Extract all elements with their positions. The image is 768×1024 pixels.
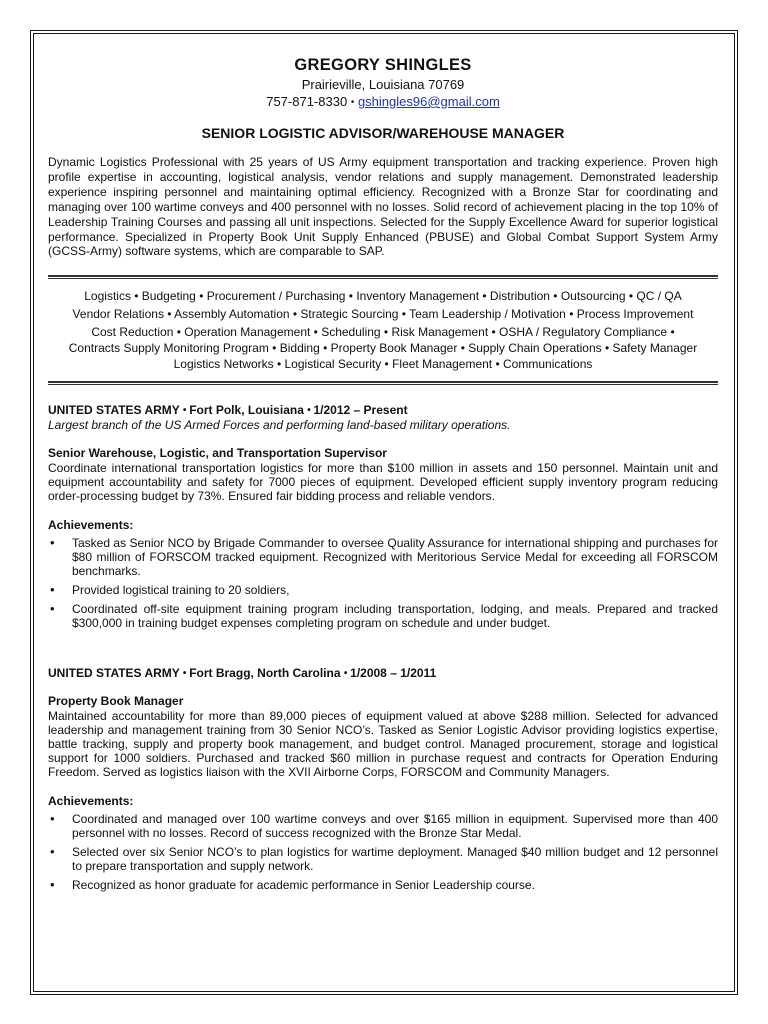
skills-line: Logistics • Budgeting • Procurement / Purchasing • Inventory Management • Distribution • Outsourcing • QC / QA — [84, 289, 682, 304]
job-title: Senior Warehouse, Logistic, and Transportation Supervisor — [48, 446, 387, 461]
achievement-item: • Recognized as honor graduate for academic performance in Senior Leadership course. — [48, 878, 718, 892]
job-employer: UNITED STATES ARMY — [48, 666, 180, 681]
achievements-heading: Achievements: — [48, 518, 134, 533]
separator-dot: • — [307, 405, 314, 417]
job-employer-line — [48, 666, 718, 680]
job-location: Fort Polk, Louisiana — [189, 403, 304, 418]
email-link[interactable]: gshingles96@gmail.com — [357, 94, 500, 109]
resume-header — [48, 56, 718, 109]
job-dates: 1/2008 – 1/2011 — [350, 666, 437, 681]
candidate-name: GREGORY SHINGLES — [294, 56, 472, 74]
contact-line — [48, 94, 718, 109]
skills-bottom-divider — [48, 381, 718, 385]
job-title: Property Book Manager — [48, 694, 184, 709]
separator-dot: • — [182, 405, 190, 417]
job-entry — [48, 666, 718, 892]
achievements-list — [48, 536, 718, 630]
skills-line: Contracts Supply Monitoring Program • Bidding • Property Book Manager • Supply Chain Operations • Safety Manager — [68, 341, 698, 356]
phone-number: 757-871-8330 — [266, 94, 348, 109]
contact-separator: • — [350, 97, 355, 108]
achievement-item: • Tasked as Senior NCO by Brigade Commander to oversee Quality Assurance for international shipping and purchases for $80 million of FORSCOM tracked equipment. Recognized with Meritorious Service Medal for exceeding all FORSCOM benchmarks. — [48, 536, 718, 578]
job-description: Coordinate international transportation logistics for more than $100 million in assets and 150 personnel. Maintain unit and equipment accountability and safety for 7000 pieces of equipment. Developed efficient supply inventory program reducing order-processing budget by 73%. Ensured fair bidding process and reliable vendors. — [48, 461, 718, 504]
job-entry — [48, 403, 718, 630]
separator-dot: • — [343, 668, 351, 680]
achievement-item: • Provided logistical training to 20 soldiers, — [48, 583, 718, 597]
job-description: Maintained accountability for more than 89,000 pieces of equipment valued at above $288 million. Selected for advanced leadership and management training from 30 Senior NCO’s. Tasked as Senior Logistic Advisor providing logistics expertise, battle tracking, supply and property book management, and budget control. Managed procurement, storage and logistical support for 1000 soldiers. Purchased and tracked $60 million in purchase request and contracts for Operation Enduring Freedom. Served as logistics liaison with the XVII Airborne Corps, FORSCOM and Community Managers. — [48, 709, 718, 780]
job-dates: 1/2012 – Present — [313, 403, 408, 418]
achievements-heading: Achievements: — [48, 794, 134, 809]
achievement-item: • Coordinated off-site equipment training program including transportation, lodging, and meals. Prepared and tracked $300,000 in training budget expenses completing program on schedule and under budget. — [48, 602, 718, 630]
achievement-item: • Selected over six Senior NCO’s to plan logistics for wartime deployment. Managed $40 million budget and 12 personnel to prepare transportation and supply network. — [48, 845, 718, 873]
achievements-list — [48, 812, 718, 892]
job-employer-line — [48, 403, 718, 417]
resume-page — [48, 56, 718, 897]
core-skills — [48, 287, 718, 373]
job-location: Fort Bragg, North Carolina — [189, 666, 341, 681]
skills-line: Logistics Networks • Logistical Security • Fleet Management • Communications — [173, 357, 593, 372]
skills-top-divider — [48, 275, 718, 279]
professional-summary: Dynamic Logistics Professional with 25 years of US Army equipment transportation and tracking experience. Proven high profile expertise in accounting, logistical analysis, vendor relations and supply management. Demonstrated leadership experience inspiring personnel and maintaining optimal efficiency. Recognized with a Bronze Star for coordinating and managing over 100 wartime conveys and 400 personnel with no losses. Solid record of achievement placing in the top 10% of Leadership Training Courses and passing all unit inspections. Selected for the Supply Excellence Award for superior logistical performance. Specialized in Property Book Unit Supply Enhanced (PBUSE) and Global Combat Support System Army (GCSS-Army) software systems, which are comparable to SAP. — [48, 155, 718, 259]
org-description: Largest branch of the US Armed Forces and performing land-based military operations. — [48, 418, 511, 433]
resume-headline: SENIOR LOGISTIC ADVISOR/WAREHOUSE MANAGER — [201, 125, 565, 141]
candidate-location: Prairieville, Louisiana 70769 — [301, 77, 465, 92]
job-employer: UNITED STATES ARMY — [48, 403, 180, 418]
skills-line: Cost Reduction • Operation Management • Scheduling • Risk Management • OSHA / Regulatory Compliance • — [91, 325, 675, 340]
achievement-item: • Coordinated and managed over 100 wartime conveys and over $165 million in equipment. Supervised more than 400 personnel with no losses. Record of success recognized with the Bronze Star Medal. — [48, 812, 718, 840]
skills-line: Vendor Relations • Assembly Automation • Strategic Sourcing • Team Leadership / Motivation • Process Improvement — [72, 307, 694, 322]
separator-dot: • — [182, 668, 190, 680]
